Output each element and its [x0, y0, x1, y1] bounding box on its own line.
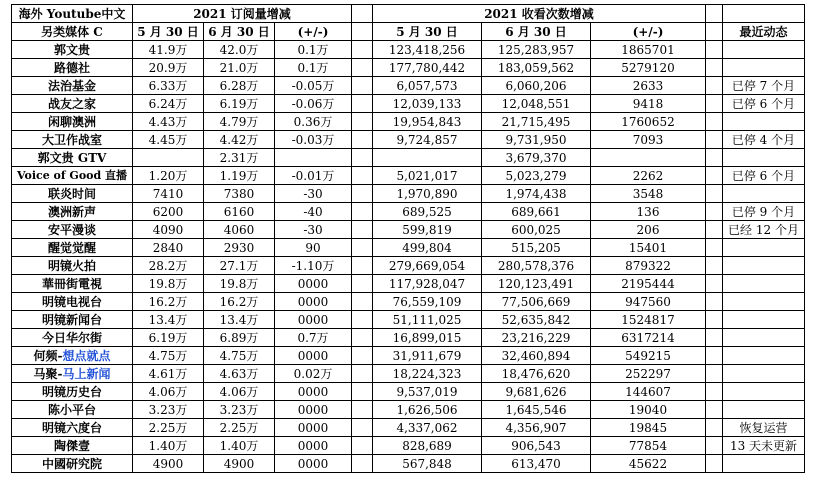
- views-may30-header: 5 月 30 日: [373, 23, 482, 41]
- subs-jun30: 42.0万: [204, 41, 275, 59]
- views-delta: 879322: [591, 257, 706, 275]
- views-jun30: 5,023,279: [482, 167, 591, 185]
- table-row: [12, 239, 805, 257]
- views-jun30-header: 6 月 30 日: [482, 23, 591, 41]
- recent-status: [723, 185, 805, 203]
- recent-status: [723, 347, 805, 365]
- views-jun30: 9,731,950: [482, 131, 591, 149]
- views-delta: 77854: [591, 437, 706, 455]
- header-row-2: [12, 23, 805, 41]
- channel-name: 醒觉觉醒: [12, 239, 133, 257]
- views-delta: 549215: [591, 347, 706, 365]
- channel-name: 明镜历史台: [12, 383, 133, 401]
- subs-jun30: 7380: [204, 185, 275, 203]
- subs-delta: 90: [275, 239, 352, 257]
- subs-jun30: 2.25万: [204, 419, 275, 437]
- channel-name-link-text: 想点就点: [62, 348, 111, 363]
- subs-jun30: 27.1万: [204, 257, 275, 275]
- views-may30: 828,689: [373, 437, 482, 455]
- views-delta: [591, 149, 706, 167]
- subs-delta: 0000: [275, 437, 352, 455]
- channel-name: 郭文贵 GTV: [12, 149, 133, 167]
- subs-may30: 4.43万: [133, 113, 204, 131]
- subs-delta: 0.1万: [275, 41, 352, 59]
- recent-status-header: 最近动态: [723, 23, 805, 41]
- channel-name: [12, 365, 133, 383]
- views-may30: 9,537,019: [373, 383, 482, 401]
- subs-delta: -0.06万: [275, 95, 352, 113]
- views-jun30: 125,283,957: [482, 41, 591, 59]
- views-may30: 117,928,047: [373, 275, 482, 293]
- subs-may30: 4.06万: [133, 383, 204, 401]
- subs-delta: 0000: [275, 383, 352, 401]
- subs-group-header: 2021 订阅量增减: [133, 5, 352, 23]
- views-jun30: 3,679,370: [482, 149, 591, 167]
- views-jun30: 12,048,551: [482, 95, 591, 113]
- recent-status: [723, 293, 805, 311]
- views-delta: 1760652: [591, 113, 706, 131]
- views-jun30: 515,205: [482, 239, 591, 257]
- channel-name: 明镜新闻台: [12, 311, 133, 329]
- views-delta: 252297: [591, 365, 706, 383]
- subs-delta: -30: [275, 221, 352, 239]
- views-may30: [373, 149, 482, 167]
- table-row: [12, 203, 805, 221]
- views-may30: 6,057,573: [373, 77, 482, 95]
- views-may30: 31,911,679: [373, 347, 482, 365]
- views-jun30: 183,059,562: [482, 59, 591, 77]
- recent-status: [723, 311, 805, 329]
- subs-may30: 6.33万: [133, 77, 204, 95]
- views-delta: 144607: [591, 383, 706, 401]
- table-row: [12, 95, 805, 113]
- recent-status: 13 天未更新: [723, 437, 805, 455]
- subs-jun30: 3.23万: [204, 401, 275, 419]
- views-delta: 1524817: [591, 311, 706, 329]
- table-row: [12, 113, 805, 131]
- recent-status: [723, 149, 805, 167]
- views-may30: 689,525: [373, 203, 482, 221]
- channel-name: 大卫作战室: [12, 131, 133, 149]
- subs-delta: -30: [275, 185, 352, 203]
- views-jun30: 21,715,495: [482, 113, 591, 131]
- views-jun30: 9,681,626: [482, 383, 591, 401]
- subs-delta: 0000: [275, 419, 352, 437]
- recent-status: 已停 4 个月: [723, 131, 805, 149]
- subs-may30: 4.75万: [133, 347, 204, 365]
- views-delta: 136: [591, 203, 706, 221]
- table-row: [12, 419, 805, 437]
- subs-delta-header: (+/-): [275, 23, 352, 41]
- subs-jun30: 4.63万: [204, 365, 275, 383]
- views-may30: 18,224,323: [373, 365, 482, 383]
- views-delta: 6317214: [591, 329, 706, 347]
- table-row: [12, 167, 805, 185]
- subs-may30: 2.25万: [133, 419, 204, 437]
- subs-jun30: 6.89万: [204, 329, 275, 347]
- table-row: [12, 401, 805, 419]
- views-may30: 12,039,133: [373, 95, 482, 113]
- subs-jun30: 21.0万: [204, 59, 275, 77]
- subs-delta: -1.10万: [275, 257, 352, 275]
- views-may30: 9,724,857: [373, 131, 482, 149]
- subs-delta: -0.03万: [275, 131, 352, 149]
- views-may30: 567,848: [373, 455, 482, 473]
- subs-may30: 6.19万: [133, 329, 204, 347]
- subs-may30-header: 5 月 30 日: [133, 23, 204, 41]
- subs-jun30: 6.19万: [204, 95, 275, 113]
- channel-name: 澳洲新声: [12, 203, 133, 221]
- views-may30: 5,021,017: [373, 167, 482, 185]
- subs-delta: 0.36万: [275, 113, 352, 131]
- recent-status: [723, 329, 805, 347]
- views-may30: 499,804: [373, 239, 482, 257]
- views-delta: 9418: [591, 95, 706, 113]
- views-may30: 1,626,506: [373, 401, 482, 419]
- subs-jun30: 1.40万: [204, 437, 275, 455]
- subs-jun30: 6.28万: [204, 77, 275, 95]
- channel-name: 今日华尔街: [12, 329, 133, 347]
- channel-name: 中國研究院: [12, 455, 133, 473]
- views-delta: 19845: [591, 419, 706, 437]
- subs-delta: 0.7万: [275, 329, 352, 347]
- table-row: [12, 293, 805, 311]
- channel-name-link-text: 马上新闻: [62, 366, 111, 381]
- views-delta: 2262: [591, 167, 706, 185]
- views-delta: 947560: [591, 293, 706, 311]
- views-delta: 3548: [591, 185, 706, 203]
- subs-may30: 28.2万: [133, 257, 204, 275]
- subs-may30: 2840: [133, 239, 204, 257]
- views-may30: 599,819: [373, 221, 482, 239]
- views-jun30: 906,543: [482, 437, 591, 455]
- recent-status: 已停 6 个月: [723, 95, 805, 113]
- channel-name: 郭文贵: [12, 41, 133, 59]
- subs-jun30: 19.8万: [204, 275, 275, 293]
- views-jun30: 1,645,546: [482, 401, 591, 419]
- views-jun30: 120,123,491: [482, 275, 591, 293]
- views-may30: 51,111,025: [373, 311, 482, 329]
- header-row-1: [12, 5, 805, 23]
- recent-status: 已停 9 个月: [723, 203, 805, 221]
- views-jun30: 32,460,894: [482, 347, 591, 365]
- header-title-line1: 海外 Youtube中文: [12, 5, 133, 23]
- table-row: [12, 149, 805, 167]
- subs-may30: 13.4万: [133, 311, 204, 329]
- recent-status: [723, 239, 805, 257]
- views-delta: 7093: [591, 131, 706, 149]
- subs-jun30: 4.75万: [204, 347, 275, 365]
- channel-name: 明镜六度台: [12, 419, 133, 437]
- recent-status: 已停 6 个月: [723, 167, 805, 185]
- recent-status: [723, 59, 805, 77]
- recent-status: [723, 275, 805, 293]
- table-row: [12, 41, 805, 59]
- subs-jun30: 2930: [204, 239, 275, 257]
- subs-jun30-header: 6 月 30 日: [204, 23, 275, 41]
- table-row: [12, 257, 805, 275]
- table-row: [12, 77, 805, 95]
- subs-may30: 20.9万: [133, 59, 204, 77]
- subs-jun30: 2.31万: [204, 149, 275, 167]
- views-delta: 2633: [591, 77, 706, 95]
- subs-may30: 6.24万: [133, 95, 204, 113]
- views-jun30: 4,356,907: [482, 419, 591, 437]
- table-row: [12, 275, 805, 293]
- table-row: [12, 347, 805, 365]
- subs-jun30: 1.19万: [204, 167, 275, 185]
- recent-status: [723, 365, 805, 383]
- views-may30: 76,559,109: [373, 293, 482, 311]
- subs-jun30: 16.2万: [204, 293, 275, 311]
- subs-jun30: 4900: [204, 455, 275, 473]
- subs-may30: 4090: [133, 221, 204, 239]
- channel-name: 联炎时间: [12, 185, 133, 203]
- views-jun30: 23,216,229: [482, 329, 591, 347]
- table-row: [12, 365, 805, 383]
- views-delta: 206: [591, 221, 706, 239]
- recent-status: [723, 41, 805, 59]
- subs-jun30: 4.42万: [204, 131, 275, 149]
- subs-delta: [275, 149, 352, 167]
- views-jun30: 1,974,438: [482, 185, 591, 203]
- recent-status: [723, 401, 805, 419]
- channel-name: 战友之家: [12, 95, 133, 113]
- subs-delta: 0.1万: [275, 59, 352, 77]
- recent-status: [723, 257, 805, 275]
- table-row: [12, 383, 805, 401]
- views-delta: 15401: [591, 239, 706, 257]
- table-row: [12, 329, 805, 347]
- subs-jun30: 13.4万: [204, 311, 275, 329]
- subs-may30: 4.45万: [133, 131, 204, 149]
- subs-jun30: 4.79万: [204, 113, 275, 131]
- views-jun30: 280,578,376: [482, 257, 591, 275]
- views-may30: 1,970,890: [373, 185, 482, 203]
- views-jun30: 613,470: [482, 455, 591, 473]
- recent-status: [723, 455, 805, 473]
- views-jun30: 6,060,206: [482, 77, 591, 95]
- channel-name: 明镜电视台: [12, 293, 133, 311]
- subs-delta: -40: [275, 203, 352, 221]
- channel-name: 法治基金: [12, 77, 133, 95]
- table-row: [12, 59, 805, 77]
- channel-name-part: 马聚-: [33, 366, 63, 381]
- subs-delta: 0000: [275, 401, 352, 419]
- subs-delta: 0000: [275, 347, 352, 365]
- views-group-header: 2021 收看次数增减: [373, 5, 706, 23]
- subs-delta: 0000: [275, 455, 352, 473]
- views-may30: 123,418,256: [373, 41, 482, 59]
- subs-delta: 0000: [275, 293, 352, 311]
- channel-name: 陈小平台: [12, 401, 133, 419]
- table-row: [12, 131, 805, 149]
- recent-status: 恢复运营: [723, 419, 805, 437]
- views-may30: 19,954,843: [373, 113, 482, 131]
- channel-name: 安平漫谈: [12, 221, 133, 239]
- views-jun30: 600,025: [482, 221, 591, 239]
- subs-delta: 0000: [275, 311, 352, 329]
- views-delta: 45622: [591, 455, 706, 473]
- subs-jun30: 4.06万: [204, 383, 275, 401]
- channel-name: 路德社: [12, 59, 133, 77]
- subs-delta: -0.01万: [275, 167, 352, 185]
- views-may30: 177,780,442: [373, 59, 482, 77]
- recent-status: 已停 7 个月: [723, 77, 805, 95]
- channel-name-part: 何频-: [33, 348, 63, 363]
- recent-status: [723, 383, 805, 401]
- subs-may30: 6200: [133, 203, 204, 221]
- table-row: [12, 221, 805, 239]
- channel-name: [12, 347, 133, 365]
- views-may30: 16,899,015: [373, 329, 482, 347]
- recent-status: [723, 113, 805, 131]
- subs-may30: 4900: [133, 455, 204, 473]
- subs-may30: 7410: [133, 185, 204, 203]
- table-row: [12, 437, 805, 455]
- views-delta: 19040: [591, 401, 706, 419]
- subs-may30: 19.8万: [133, 275, 204, 293]
- subs-jun30: 6160: [204, 203, 275, 221]
- table-row: [12, 311, 805, 329]
- subs-may30: 1.40万: [133, 437, 204, 455]
- subs-delta: 0.02万: [275, 365, 352, 383]
- subs-may30: 4.61万: [133, 365, 204, 383]
- subs-may30: 3.23万: [133, 401, 204, 419]
- subs-jun30: 4060: [204, 221, 275, 239]
- recent-status: 已经 12 个月: [723, 221, 805, 239]
- channel-name: 陶傑壹: [12, 437, 133, 455]
- views-jun30: 77,506,669: [482, 293, 591, 311]
- channel-name: 闲聊澳洲: [12, 113, 133, 131]
- views-may30: 4,337,062: [373, 419, 482, 437]
- table-row: [12, 185, 805, 203]
- views-delta: 1865701: [591, 41, 706, 59]
- views-jun30: 52,635,842: [482, 311, 591, 329]
- subs-delta: 0000: [275, 275, 352, 293]
- subs-may30: 41.9万: [133, 41, 204, 59]
- views-delta: 2195444: [591, 275, 706, 293]
- subs-delta: -0.05万: [275, 77, 352, 95]
- subs-may30: 1.20万: [133, 167, 204, 185]
- channel-name: 華冊街電視: [12, 275, 133, 293]
- views-delta-header: (+/-): [591, 23, 706, 41]
- subscriber-stats-table: [11, 4, 805, 473]
- views-may30: 279,669,054: [373, 257, 482, 275]
- views-jun30: 18,476,620: [482, 365, 591, 383]
- subs-may30: [133, 149, 204, 167]
- header-title-line2: 另类媒体 C: [12, 23, 133, 41]
- views-jun30: 689,661: [482, 203, 591, 221]
- channel-name: Voice of Good 直播: [12, 167, 133, 185]
- views-delta: 5279120: [591, 59, 706, 77]
- subs-may30: 16.2万: [133, 293, 204, 311]
- channel-name: 明镜火拍: [12, 257, 133, 275]
- table-row: [12, 455, 805, 473]
